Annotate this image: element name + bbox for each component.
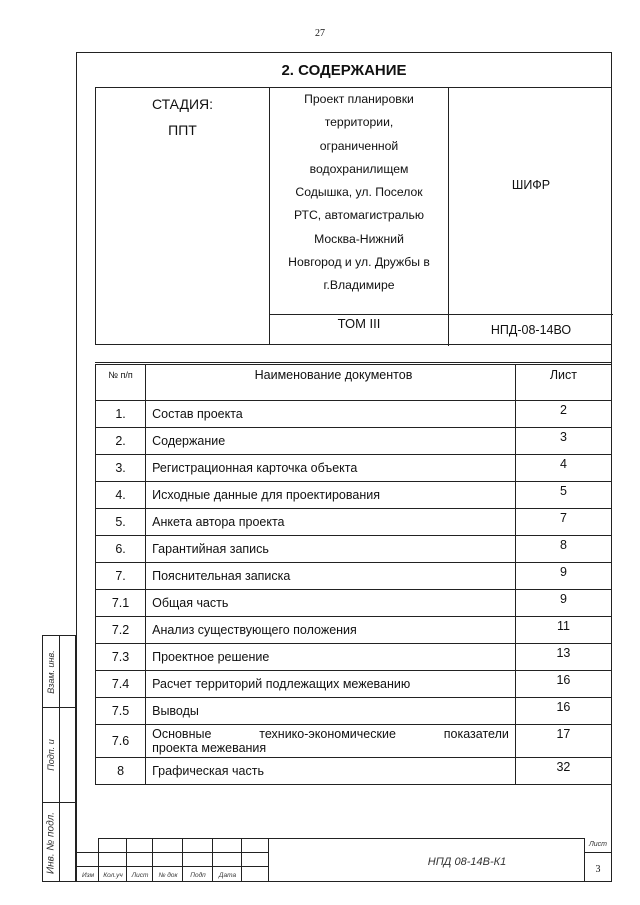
- stamp-row-line: [585, 852, 611, 853]
- row-sheet: 2: [515, 401, 611, 428]
- row-name: [146, 725, 516, 758]
- project-line: водохранилищем: [309, 161, 409, 176]
- separator-line: [95, 362, 612, 363]
- stamp-label: № док: [158, 872, 178, 879]
- project-line: Содышка, ул. Поселок: [295, 185, 423, 200]
- table-header-row: [96, 365, 612, 401]
- row-name: Общая часть: [146, 590, 516, 617]
- row-number: 7.3: [96, 644, 146, 671]
- stamp-label: Подп: [190, 872, 206, 879]
- row-name: Пояснительная записка: [146, 563, 516, 590]
- project-line: ограниченной: [319, 138, 399, 153]
- page-number: 27: [315, 28, 325, 39]
- row-number: 4.: [96, 482, 146, 509]
- header-bottom-row: [270, 314, 613, 346]
- column-header-sheet: Лист: [515, 365, 611, 401]
- project-name-cell: [270, 88, 449, 314]
- row-name: Проектное решение: [146, 644, 516, 671]
- row-number: 2.: [96, 428, 146, 455]
- row-number: 7.: [96, 563, 146, 590]
- side-strip-sign-label: Подп. и: [46, 739, 56, 771]
- row-number: 6.: [96, 536, 146, 563]
- table-row: [96, 509, 612, 536]
- side-strip-replace-label: Взам. инв.: [46, 649, 56, 694]
- side-strip-inv-label: Инв. № подл.: [45, 811, 57, 875]
- table-row: [96, 401, 612, 428]
- side-strip: [42, 635, 76, 882]
- row-name: Состав проекта: [146, 401, 516, 428]
- stamp-label: Изм: [81, 872, 95, 879]
- row-sheet: 17: [515, 725, 611, 758]
- document-code: НПД-08-14ВО: [490, 323, 572, 337]
- row-sheet: 13: [515, 644, 611, 671]
- title-block-stamp: [77, 838, 611, 881]
- table-row: [96, 698, 612, 725]
- row-sheet: 9: [515, 563, 611, 590]
- page-title: 2. СОДЕРЖАНИЕ: [281, 62, 407, 79]
- contents-table: [95, 364, 612, 785]
- table-row: [96, 482, 612, 509]
- row-sheet: 32: [515, 758, 611, 785]
- table-row: [96, 536, 612, 563]
- row-sheet: 9: [515, 590, 611, 617]
- table-row: [96, 590, 612, 617]
- row-number: 8: [96, 758, 146, 785]
- row-number: 7.4: [96, 671, 146, 698]
- cipher-label: ШИФР: [511, 178, 551, 192]
- table-row: [96, 428, 612, 455]
- column-header-name: Наименование документов: [146, 365, 516, 401]
- row-sheet: 16: [515, 698, 611, 725]
- header-block: [95, 87, 612, 345]
- row-name-line: Основные технико-экономические показатели: [152, 727, 509, 741]
- side-strip-inv-cell: [43, 803, 75, 883]
- cipher-cell: [449, 88, 613, 314]
- column-header-number: № п/п: [96, 365, 146, 401]
- row-name: Графическая часть: [146, 758, 516, 785]
- stamp-document-code: НПД 08-14В-К1: [427, 856, 507, 868]
- stamp-sheet-label: Лист: [588, 841, 608, 848]
- row-name: Анализ существующего положения: [146, 617, 516, 644]
- row-name: Выводы: [146, 698, 516, 725]
- row-sheet: 16: [515, 671, 611, 698]
- row-name: Анкета автора проекта: [146, 509, 516, 536]
- table-row: [96, 455, 612, 482]
- row-sheet: 7: [515, 509, 611, 536]
- project-line: Москва-Нижний: [314, 231, 404, 246]
- row-number: 7.1: [96, 590, 146, 617]
- table-row: [96, 671, 612, 698]
- volume-label: ТОМ III: [270, 315, 449, 346]
- row-sheet: 3: [515, 428, 611, 455]
- stage-cell: [96, 88, 270, 344]
- table-row: [96, 644, 612, 671]
- row-name: Содержание: [146, 428, 516, 455]
- side-strip-sign-cell: [43, 708, 75, 803]
- stamp-cell: [242, 838, 269, 881]
- stage-value: ППТ: [168, 122, 197, 138]
- table-row: [96, 725, 612, 758]
- row-name-line: проекта межевания: [152, 741, 267, 755]
- stamp-label: Кол.уч: [103, 872, 123, 879]
- table-row: [96, 563, 612, 590]
- row-sheet: 4: [515, 455, 611, 482]
- row-number: 3.: [96, 455, 146, 482]
- stamp-sheet-number: 3: [595, 864, 601, 875]
- stamp-label: Лист: [131, 872, 149, 879]
- side-strip-replace-cell: [43, 636, 75, 708]
- project-line: г.Владимире: [323, 278, 395, 293]
- row-name: Расчет территорий подлежащих межеванию: [146, 671, 516, 698]
- row-name: Гарантийная запись: [146, 536, 516, 563]
- row-sheet: 5: [515, 482, 611, 509]
- stage-label: СТАДИЯ:: [151, 96, 214, 112]
- row-name: Регистрационная карточка объекта: [146, 455, 516, 482]
- row-number: 7.5: [96, 698, 146, 725]
- stamp-label: Дата: [218, 872, 237, 879]
- row-number: 1.: [96, 401, 146, 428]
- project-line: территории,: [324, 115, 394, 130]
- row-number: 5.: [96, 509, 146, 536]
- project-line: Проект планировки: [304, 92, 414, 106]
- row-number: 7.6: [96, 725, 146, 758]
- row-sheet: 8: [515, 536, 611, 563]
- row-number: 7.2: [96, 617, 146, 644]
- project-line: Новгород и ул. Дружбы в: [288, 255, 430, 270]
- row-name: Исходные данные для проектирования: [146, 482, 516, 509]
- project-line: РТС, автомагистралью: [293, 208, 425, 223]
- row-sheet: 11: [515, 617, 611, 644]
- table-row: [96, 758, 612, 785]
- stamp-row-line: [77, 866, 269, 867]
- stamp-row-line: [77, 852, 269, 853]
- table-row: [96, 617, 612, 644]
